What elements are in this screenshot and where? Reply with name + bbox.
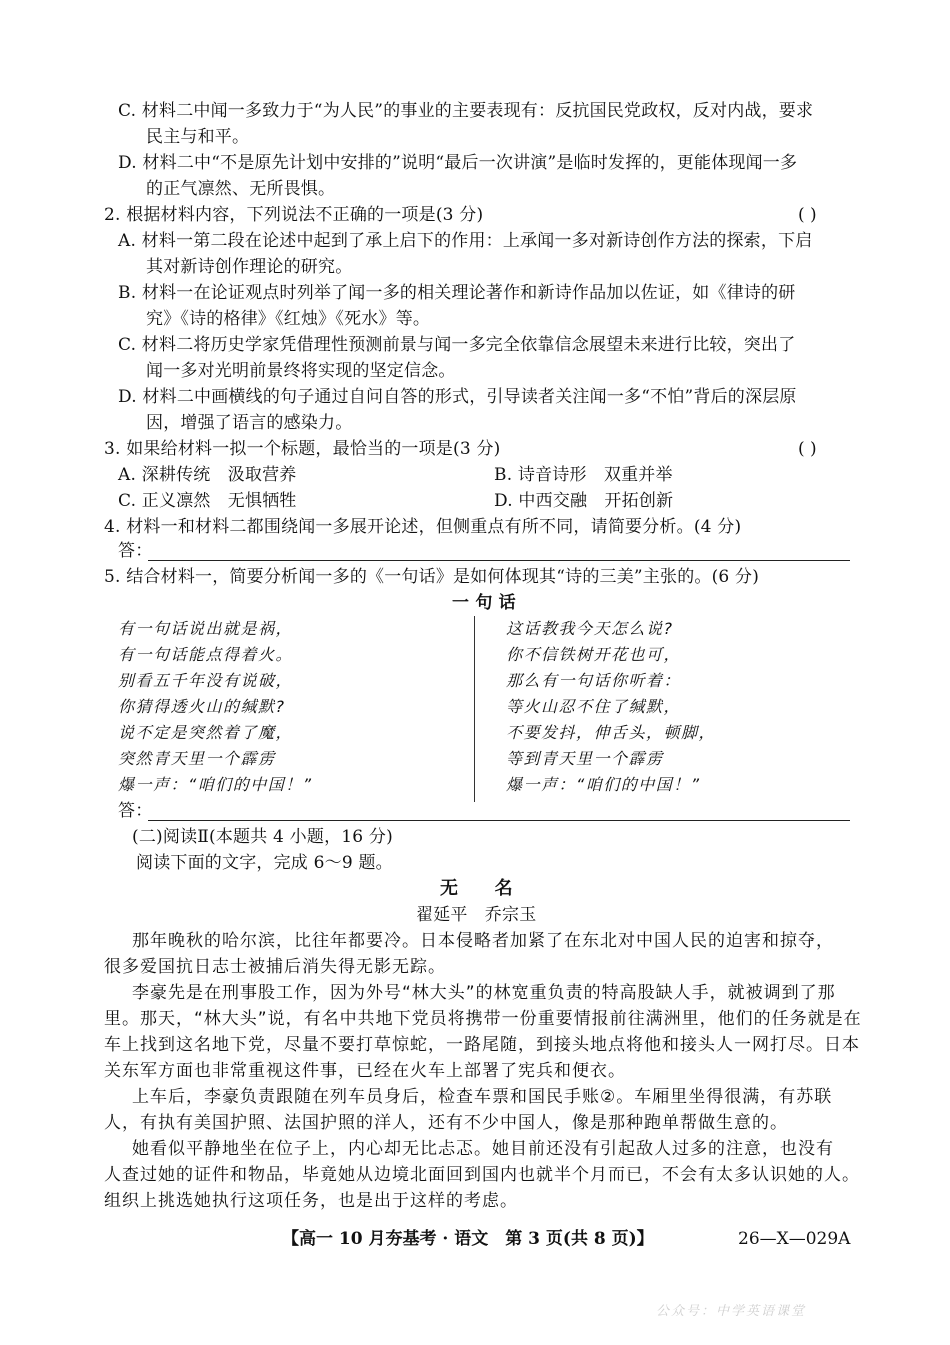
q2-option-a-line2: 其对新诗创作理论的研究。	[146, 257, 353, 277]
exam-code: 26—X—029A	[738, 1229, 851, 1249]
q2-option-b-line1: B. 材料一在论证观点时列举了闻一多的相关理论著作和新诗作品加以佐证，如《律诗的研	[118, 283, 796, 303]
poem-title: 一 句 话	[452, 593, 516, 613]
q3-option-a: A. 深耕传统 汲取营养	[118, 465, 297, 485]
q5-answer-line[interactable]	[148, 820, 850, 821]
poem-right-line: 爆一声：“咱们的中国！”	[506, 775, 701, 794]
q5-stem: 5. 结合材料一，简要分析闻一多的《一句话》是如何体现其“诗的三美”主张的。(6 分)	[104, 567, 760, 587]
q1-option-d-line2: 的正气凛然、无所畏惧。	[146, 179, 336, 199]
poem-right-line: 那么有一句话你听着：	[506, 671, 682, 690]
page-footer: 【高一 10 月夯基考 · 语文 第 3 页(共 8 页)】	[282, 1229, 654, 1249]
story-paragraph-line: 她看似平静地坐在位子上，内心却无比忐忑。她目前还没有引起敌人过多的注意，也没有	[132, 1139, 834, 1159]
section2-instruction: 阅读下面的文字，完成 6～9 题。	[136, 853, 393, 873]
poem-right-line: 不要发抖，伸舌头，顿脚，	[506, 723, 717, 742]
story-paragraph-line: 关东军方面也非常重视这件事，已经在火车上部署了宪兵和便衣。	[104, 1061, 626, 1081]
story-authors: 翟延平 乔宗玉	[416, 905, 537, 925]
poem-left-line: 你猜得透火山的缄默?	[118, 697, 286, 716]
q4-answer-line[interactable]	[148, 560, 850, 561]
q3-answer-paren: ( )	[798, 439, 817, 459]
poem-left-line: 有一句话说出就是祸，	[118, 619, 294, 638]
q2-option-a-line1: A. 材料一第二段在论述中起到了承上启下的作用：上承闻一多对新诗创作方法的探索，下启	[118, 231, 813, 251]
q2-option-d-line2: 因，增强了语言的感染力。	[146, 413, 353, 433]
story-title: 无 名	[440, 878, 513, 899]
q3-stem: 3. 如果给材料一拟一个标题，最恰当的一项是(3 分)	[104, 439, 501, 459]
story-paragraph-line: 很多爱国抗日志士被捕后消失得无影无踪。	[104, 957, 446, 977]
q4-stem: 4. 材料一和材料二都围绕闻一多展开论述，但侧重点有所不同，请简要分析。(4 分)	[104, 517, 742, 537]
q4-answer-label: 答：	[118, 541, 153, 561]
q2-option-d-line1: D. 材料二中画横线的句子通过自问自答的形式，引导读者关注闻一多“不怕”背后的深层原	[118, 387, 797, 407]
poem-right-line: 你不信铁树开花也可，	[506, 645, 682, 664]
q3-option-b: B. 诗音诗形 双重并举	[494, 465, 673, 485]
q2-option-c-line1: C. 材料二将历史学家凭借理性预测前景与闻一多完全依靠信念展望未来进行比较，突出了	[118, 335, 796, 355]
q2-option-c-line2: 闻一多对光明前景终将实现的坚定信念。	[146, 361, 456, 381]
q3-option-c: C. 正义凛然 无惧牺牲	[118, 491, 297, 511]
q2-option-b-line2: 究》《诗的格律》《红烛》《死水》等。	[146, 309, 431, 329]
q2-answer-paren: ( )	[798, 205, 817, 225]
story-paragraph-line: 李豪先是在刑事股工作，因为外号“林大头”的林宽重负责的特高股缺人手，就被调到了那	[132, 983, 836, 1003]
story-paragraph-line: 里。那天，“林大头”说，有名中共地下党员将携带一份重要情报前往满洲里，他们的任务就是在	[104, 1009, 862, 1029]
watermark: 公众号：中学英语课堂	[656, 1304, 807, 1319]
poem-left-line: 爆一声：“咱们的中国！”	[118, 775, 313, 794]
q1-option-c-line2: 民主与和平。	[146, 127, 250, 147]
poem-right-line: 等火山忍不住了缄默，	[506, 697, 682, 716]
poem-left-line: 说不定是突然着了魔，	[118, 723, 294, 742]
q2-stem: 2. 根据材料内容，下列说法不正确的一项是(3 分)	[104, 205, 484, 225]
poem-left-line: 突然青天里一个霹雳	[118, 749, 276, 768]
section2-heading: (二)阅读Ⅱ(本题共 4 小题，16 分)	[132, 827, 393, 847]
q5-answer-label: 答：	[118, 801, 153, 821]
q3-option-d: D. 中西交融 开拓创新	[494, 491, 674, 511]
poem-right-line: 这话教我今天怎么说?	[506, 619, 674, 638]
story-paragraph-line: 人，有执有美国护照、法国护照的洋人，还有不少中国人，像是那种跑单帮做生意的。	[104, 1113, 788, 1133]
story-paragraph-line: 车上找到这名地下党，尽量不要打草惊蛇，一路尾随，到接头地点将他和接头人一网打尽。日本	[104, 1035, 860, 1055]
story-paragraph-line: 人查过她的证件和物品，毕竟她从边境北面回到国内也就半个月而已，不会有太多认识她的人。	[104, 1165, 860, 1185]
q1-option-d-line1: D. 材料二中“不是原先计划中安排的”说明“最后一次讲演”是临时发挥的，更能体现闻一多	[118, 153, 798, 173]
story-paragraph-line: 组织上挑选她执行这项任务，也是出于这样的考虑。	[104, 1191, 518, 1211]
poem-left-line: 有一句话能点得着火。	[118, 645, 294, 664]
q1-option-c-line1: C. 材料二中闻一多致力于“为人民”的事业的主要表现有：反抗国民党政权，反对内战，要求	[118, 101, 814, 121]
poem-left-line: 别看五千年没有说破，	[118, 671, 294, 690]
poem-divider	[474, 616, 475, 802]
story-paragraph-line: 那年晚秋的哈尔滨，比往年都要冷。日本侵略者加紧了在东北对中国人民的迫害和掠夺，	[132, 931, 834, 951]
poem-right-line: 等到青天里一个霹雳	[506, 749, 664, 768]
story-paragraph-line: 上车后，李豪负责跟随在列车员身后，检查车票和国民手账②。车厢里坐得很满，有苏联	[132, 1087, 833, 1107]
